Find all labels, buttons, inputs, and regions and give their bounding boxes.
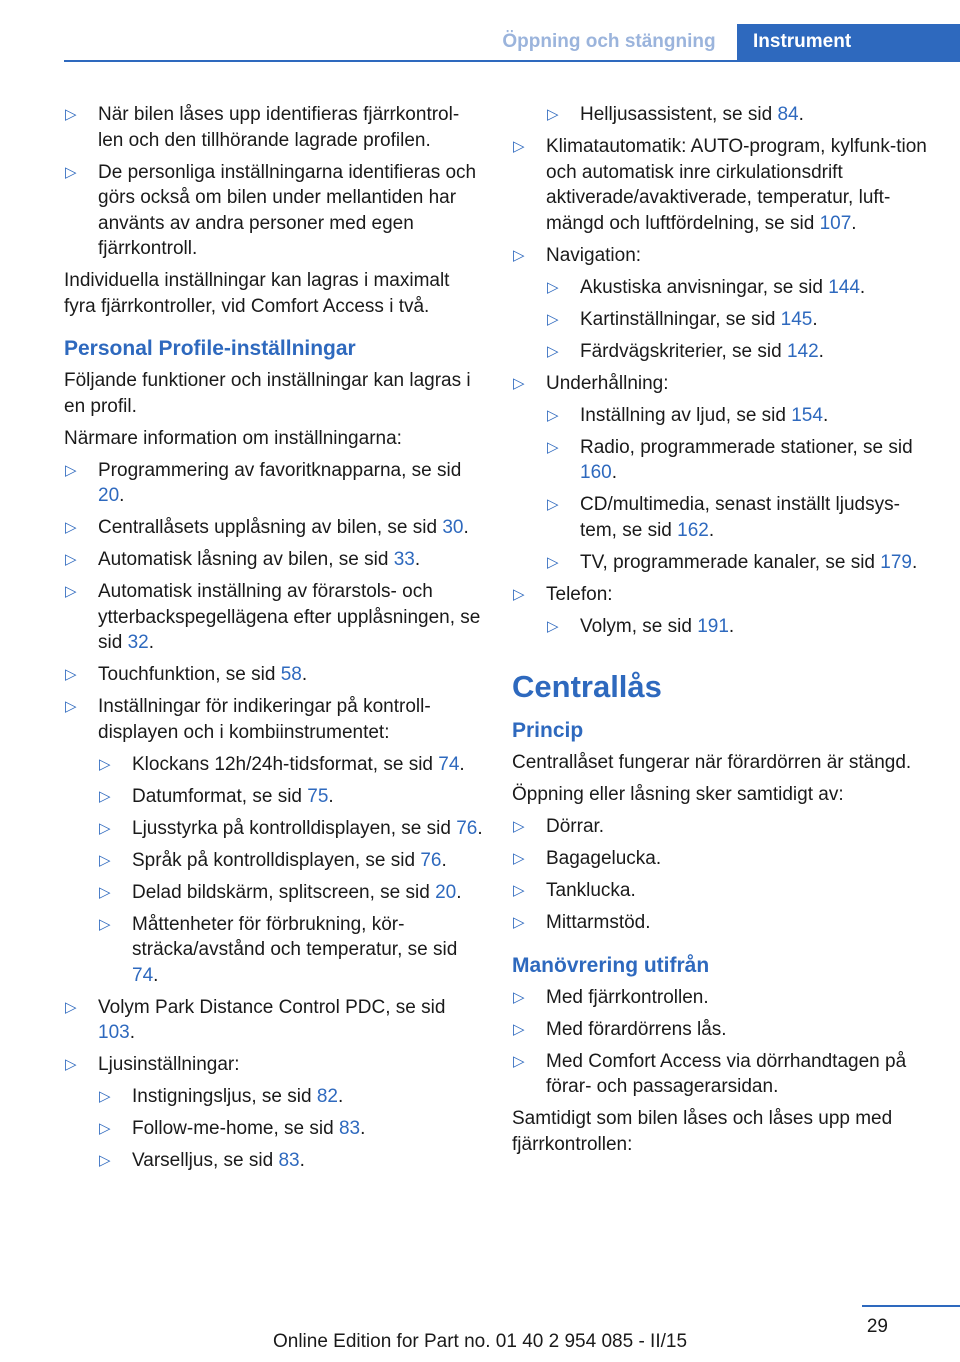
- paragraph: Centrallåset fungerar när förardörren är stängd.: [512, 752, 912, 773]
- triangle-bullet-icon: ▷: [99, 1152, 111, 1169]
- sublist-navigation: [546, 275, 932, 365]
- triangle-bullet-icon: ▷: [513, 988, 525, 1006]
- triangle-bullet-icon: ▷: [99, 787, 111, 805]
- sublist-light: [98, 1084, 484, 1174]
- list-item: ▷ Programmering av favoritknapparna, se sid 20.: [64, 458, 484, 509]
- page-link[interactable]: 32: [127, 632, 149, 653]
- sublist-phone: [546, 614, 932, 640]
- page-link[interactable]: 145: [780, 308, 813, 330]
- list-item: ▷ Språk på kontrolldisplayen, se sid 76.: [98, 848, 484, 874]
- triangle-bullet-icon: ▷: [547, 617, 559, 635]
- triangle-bullet-icon: ▷: [513, 882, 525, 899]
- triangle-bullet-icon: ▷: [513, 585, 525, 603]
- triangle-bullet-icon: ▷: [547, 106, 559, 123]
- page-link[interactable]: 103: [98, 1022, 130, 1043]
- page-link[interactable]: 142: [786, 340, 819, 362]
- list-item: ▷ Dörrar.: [512, 814, 932, 840]
- triangle-bullet-icon: ▷: [513, 850, 525, 867]
- header-rule: [64, 60, 960, 62]
- section-heading: Personal Profile-inställningar: [64, 337, 356, 360]
- list-item: ▷ Ljusinställningar:: [64, 1052, 484, 1078]
- triangle-bullet-icon: ▷: [99, 1088, 111, 1105]
- list-item: ▷ Ljusstyrka på kontrolldisplayen, se sid 76.: [98, 816, 484, 842]
- page-link[interactable]: 30: [442, 517, 464, 538]
- triangle-bullet-icon: ▷: [547, 496, 559, 513]
- triangle-bullet-icon: ▷: [99, 851, 111, 869]
- triangle-bullet-icon: ▷: [513, 138, 525, 155]
- list-item: ▷ Automatisk inställning av förarstols- och ytterbackspegellägena efter upplåsningen, se sid 32.: [64, 579, 484, 656]
- triangle-bullet-icon: ▷: [513, 914, 525, 931]
- right-column: [512, 102, 932, 1164]
- page-link[interactable]: 162: [677, 519, 709, 541]
- footer-rule: [862, 1305, 960, 1307]
- triangle-bullet-icon: ▷: [99, 755, 111, 773]
- edition-line: Online Edition for Part no. 01 40 2 954 085 - II/15: [272, 1331, 688, 1352]
- page-link[interactable]: 154: [791, 404, 823, 426]
- page-link[interactable]: 74: [132, 964, 154, 986]
- list-item: ▷ Datumformat, se sid 75.: [98, 784, 484, 810]
- list-item: ▷ Delad bildskärm, splitscreen, se sid 20.: [98, 880, 484, 906]
- triangle-bullet-icon: ▷: [547, 438, 559, 456]
- paragraph: Individuella inställningar kan lagras i maximalt fyra fjärrkontroller, vid Comfort Access i två.: [64, 270, 450, 317]
- list-item: ▷ Inställningar för indikeringar på kontroll‐displayen och i kombiinstrumentet:: [64, 694, 484, 745]
- list-item: ▷ Automatisk låsning av bilen, se sid 33.: [64, 547, 484, 573]
- triangle-bullet-icon: ▷: [99, 819, 111, 837]
- paragraph: Öppning eller låsning sker samtidigt av:: [512, 784, 844, 805]
- triangle-bullet-icon: ▷: [513, 374, 525, 392]
- list-item: ▷ Touchfunktion, se sid 58.: [64, 662, 484, 688]
- list-item: ▷ Med fjärrkontrollen.: [512, 985, 932, 1011]
- triangle-bullet-icon: ▷: [65, 163, 77, 181]
- list-item: ▷ Instigningsljus, se sid 82.: [98, 1084, 484, 1110]
- left-column: [64, 102, 484, 1180]
- page-link[interactable]: 20: [435, 881, 457, 903]
- page-link[interactable]: 83: [338, 1118, 361, 1139]
- page-link[interactable]: 179: [880, 551, 912, 573]
- list-item: ▷ De personliga inställningarna identifieras och görs också om bilen under mellantiden har använts av andra personer med egen fjärrkontroll.: [64, 160, 484, 262]
- page-number: 29: [866, 1316, 888, 1337]
- sublist-display: [98, 752, 484, 989]
- triangle-bullet-icon: ▷: [513, 246, 525, 264]
- list-item: ▷ Tanklucka.: [512, 878, 932, 904]
- list-item: ▷ Navigation:: [512, 243, 932, 269]
- page-link[interactable]: 82: [316, 1086, 338, 1107]
- list-item: ▷ Follow-me-home, se sid 83.: [98, 1116, 484, 1142]
- triangle-bullet-icon: ▷: [513, 1020, 525, 1038]
- running-header-chapter: Instrument: [737, 24, 960, 60]
- list-item: ▷ Måttenheter för förbrukning, kör‐sträcka/avstånd och temperatur, se sid 74.: [98, 912, 484, 989]
- list-item: ▷ Telefon:: [512, 582, 932, 608]
- list-item: ▷ Centrallåsets upplåsning av bilen, se sid 30.: [64, 515, 484, 541]
- page-link[interactable]: 58: [280, 664, 302, 685]
- list-item: ▷ Med förardörrens lås.: [512, 1017, 932, 1043]
- page-link[interactable]: 76: [420, 849, 442, 871]
- list-item: ▷ Underhållning:: [512, 371, 932, 397]
- list-item: ▷ Färdvägskriterier, se sid 142.: [546, 339, 932, 365]
- list-item: ▷ Helljusassistent, se sid 84.: [546, 102, 932, 128]
- triangle-bullet-icon: ▷: [99, 915, 111, 933]
- list-item: ▷ Varselljus, se sid 83.: [98, 1148, 484, 1174]
- triangle-bullet-icon: ▷: [65, 666, 77, 683]
- triangle-bullet-icon: ▷: [65, 551, 77, 568]
- page-link[interactable]: 33: [393, 549, 415, 570]
- triangle-bullet-icon: ▷: [547, 553, 559, 571]
- triangle-bullet-icon: ▷: [513, 1052, 525, 1070]
- list-item: ▷ Klockans 12h/24h-tidsformat, se sid 74.: [98, 752, 484, 778]
- running-header-section: Öppning och stängning: [502, 31, 716, 52]
- list-item: ▷ TV, programmerade kanaler, se sid 179.: [546, 550, 932, 576]
- section-heading: Princip: [512, 719, 584, 742]
- chapter-title: Centrallås: [512, 669, 662, 704]
- sublist-entertainment: [546, 403, 932, 576]
- paragraph: Samtidigt som bilen låses och låses upp med fjärrkontrollen:: [512, 1108, 893, 1155]
- page-link[interactable]: 107: [819, 212, 852, 234]
- page-link[interactable]: 83: [278, 1150, 300, 1171]
- triangle-bullet-icon: ▷: [65, 583, 77, 600]
- page-link[interactable]: 84: [777, 104, 799, 125]
- page-link[interactable]: 74: [438, 753, 460, 775]
- list-item: ▷ Volym Park Distance Control PDC, se sid 103.: [64, 995, 484, 1046]
- triangle-bullet-icon: ▷: [65, 461, 77, 479]
- triangle-bullet-icon: ▷: [65, 1056, 77, 1073]
- page-link[interactable]: 160: [580, 462, 612, 483]
- triangle-bullet-icon: ▷: [99, 1120, 111, 1137]
- paragraph: Följande funktioner och inställningar kan lagras i en profil.: [64, 370, 471, 417]
- list-item: ▷ Bagagelucka.: [512, 846, 932, 872]
- page-link[interactable]: 75: [307, 785, 329, 807]
- list-item: ▷ Klimatautomatik: AUTO-program, kylfunk‐tion och automatisk inre cirkulationsdrift aktiverade/avaktiverade, temperatur, luft‐mängd och luftfördelning, se sid 107.: [512, 134, 932, 236]
- list-item: ▷ Inställning av ljud, se sid 154.: [546, 403, 932, 429]
- page-link[interactable]: 76: [456, 817, 478, 839]
- section-heading: Manövrering utifrån: [512, 953, 710, 977]
- triangle-bullet-icon: ▷: [547, 278, 559, 296]
- triangle-bullet-icon: ▷: [547, 406, 559, 424]
- triangle-bullet-icon: ▷: [547, 342, 559, 360]
- triangle-bullet-icon: ▷: [99, 883, 111, 901]
- page-link[interactable]: 191: [697, 615, 729, 637]
- triangle-bullet-icon: ▷: [513, 818, 525, 835]
- list-item: ▷ När bilen låses upp identifieras fjärrkontrol‐len och den tillhörande lagrade profilen.: [64, 102, 484, 153]
- list-item: ▷ CD/multimedia, senast inställt ljudsys‐tem, se sid 162.: [546, 492, 932, 543]
- list-item: ▷ Akustiska anvisningar, se sid 144.: [546, 275, 932, 301]
- triangle-bullet-icon: ▷: [65, 106, 77, 123]
- sublist-light-cont: [546, 102, 932, 128]
- triangle-bullet-icon: ▷: [65, 519, 77, 536]
- triangle-bullet-icon: ▷: [65, 698, 77, 715]
- list-item: ▷ Mittarmstöd.: [512, 910, 932, 936]
- page-link[interactable]: 144: [828, 276, 860, 298]
- list-item: ▷ Med Comfort Access via dörrhandtagen på förar- och passagerarsidan.: [512, 1049, 932, 1100]
- list-item: ▷ Kartinställningar, se sid 145.: [546, 307, 932, 333]
- list-item: ▷ Radio, programmerade stationer, se sid 160.: [546, 435, 932, 486]
- paragraph: Närmare information om inställningarna:: [64, 427, 402, 449]
- list-item: ▷ Volym, se sid 191.: [546, 614, 932, 640]
- page-link[interactable]: 20: [98, 485, 120, 506]
- triangle-bullet-icon: ▷: [65, 998, 77, 1016]
- triangle-bullet-icon: ▷: [547, 310, 559, 328]
